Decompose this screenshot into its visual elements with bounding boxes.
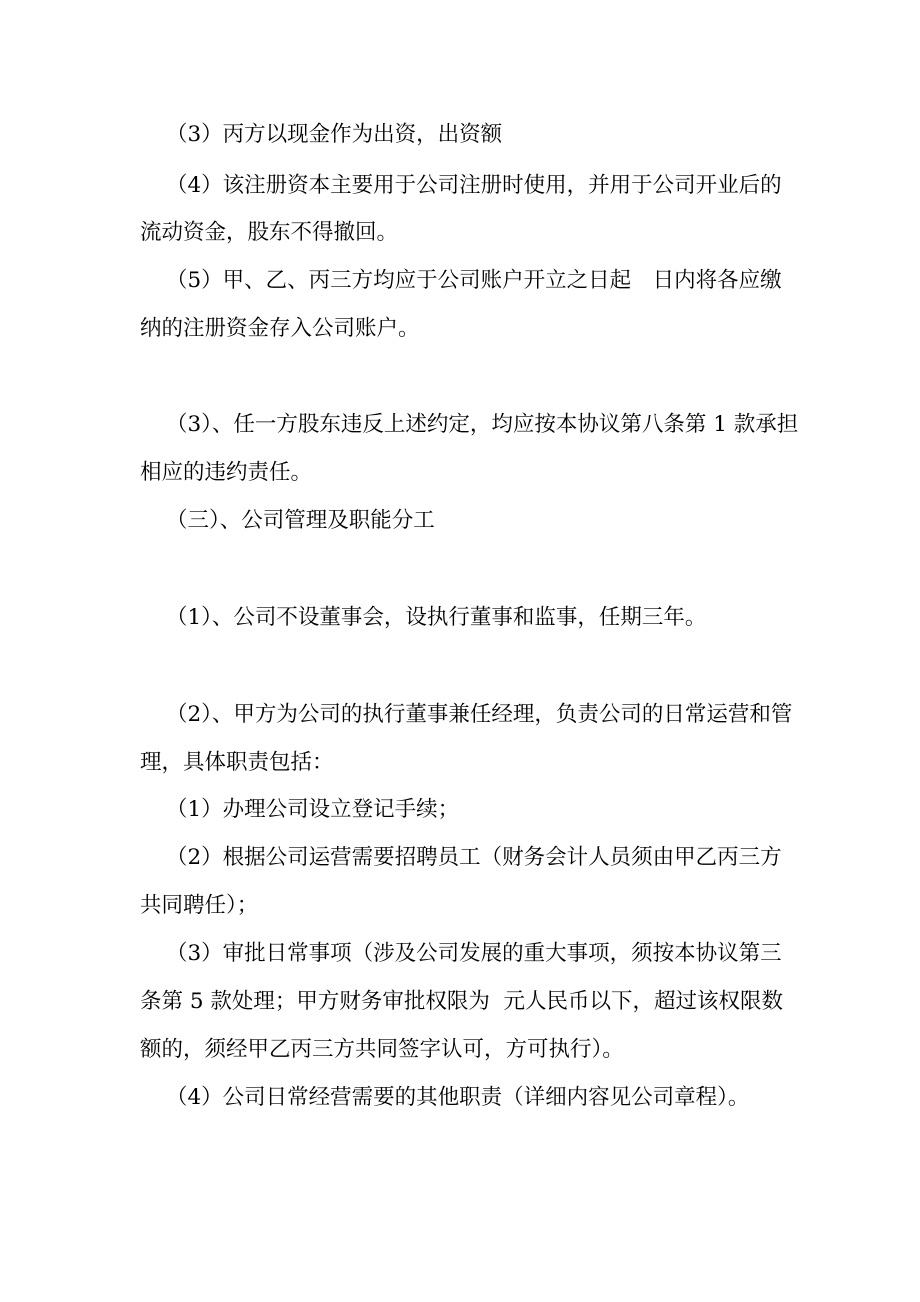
list-item: （1）办理公司设立登记手续；: [166, 797, 460, 822]
paragraph-line: 相应的违约责任。: [140, 460, 313, 485]
paragraph-line: （5）甲、乙、丙三方均应于公司账户开立之日起 日内将各应缴: [166, 268, 782, 293]
section-heading: （三）、公司管理及职能分工: [166, 508, 435, 533]
paragraph-line: 理，具体职责包括：: [140, 750, 334, 775]
paragraph-line: （1）、公司不设董事会，设执行董事和监事，任期三年。: [166, 605, 707, 630]
list-item: （3）审批日常事项（涉及公司发展的重大事项，须按本协议第三: [166, 941, 782, 966]
list-item-continuation: 额的，须经甲乙丙三方共同签字认可，方可执行）。: [140, 1037, 624, 1062]
paragraph-line: 流动资金，股东不得撤回。: [140, 220, 399, 245]
paragraph-line: （4）该注册资本主要用于公司注册时使用，并用于公司开业后的: [166, 173, 782, 198]
list-item: （4）公司日常经营需要的其他职责（详细内容见公司章程）。: [166, 1085, 750, 1110]
paragraph-line: 纳的注册资金存入公司账户。: [140, 316, 420, 341]
paragraph-line: （3）丙方以现金作为出资，出资额: [166, 122, 503, 147]
paragraph-line: （2）、甲方为公司的执行董事兼任经理，负责公司的日常运营和管: [166, 702, 793, 727]
list-item-continuation: 共同聘任）；: [140, 893, 259, 918]
list-item: （2）根据公司运营需要招聘员工（财务会计人员须由甲乙丙三方: [166, 845, 782, 870]
paragraph-line: （3）、任一方股东违反上述约定，均应按本协议第八条第 1 款承担: [166, 412, 799, 437]
list-item-continuation: 条第 5 款处理；甲方财务审批权限为 元人民币以下，超过该权限数: [140, 989, 784, 1014]
